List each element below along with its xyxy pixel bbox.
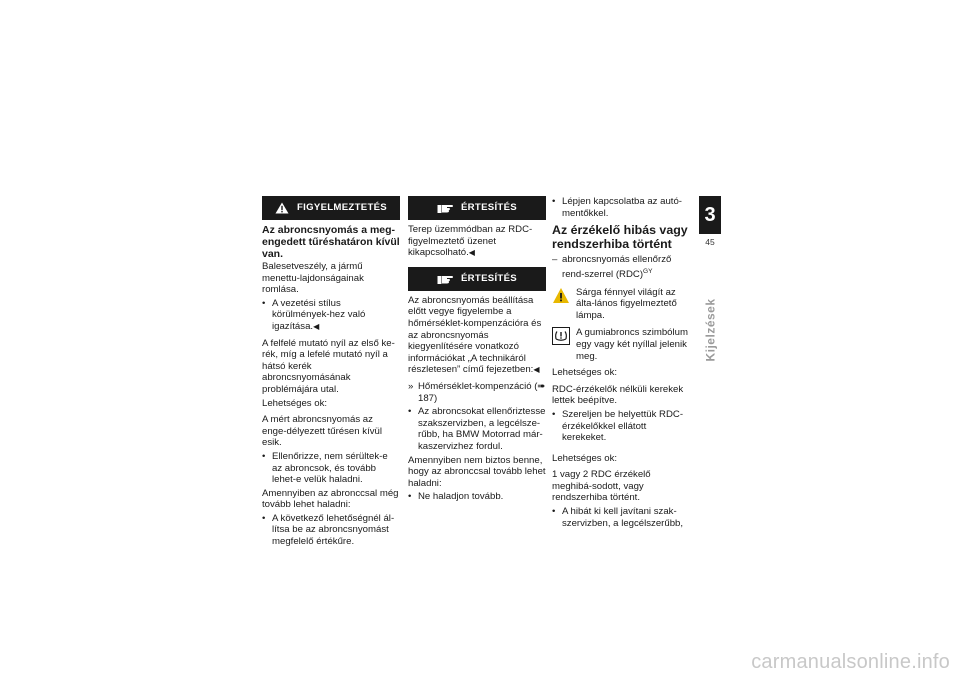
end-marker: ◀ (468, 248, 475, 258)
paragraph: Lehetséges ok: (262, 397, 328, 409)
column-2 (408, 196, 546, 505)
warning-banner (262, 196, 400, 220)
paragraph: RDC-érzékelők nélküli kerekek lettek beépítve. (552, 383, 684, 407)
paragraph: Az abroncsnyomás beállítása előtt vegye figyelembe a hőmérséklet-kompenzációra és az abroncsnyomás kiegyenlítésére vonatkozó információkat „A technikáról részletesen” című fejezetben:◀ (408, 294, 542, 376)
paragraph: A felfelé mutató nyíl az első ke-rék, míg a lefelé mutató nyíl a hátsó kerék abroncsnyomásának problémájára utal. (262, 337, 395, 395)
notice-banner (408, 267, 546, 291)
chapter-tab: 3 (699, 196, 721, 234)
bullet-item: • A vezetési stílus körülmények-hez való igazítása.◀ (262, 298, 400, 333)
reference-item (408, 381, 546, 404)
general-warning-lamp-row (552, 287, 690, 322)
bullet-item: • Lépjen kapcsolatba az autó-mentőkkel. (552, 196, 690, 219)
column-1 (262, 196, 400, 550)
paragraph: Balesetveszély, a jármű menettu-lajdonságainak romlása. (262, 261, 364, 296)
paragraph: Amennyiben az abronccsal még tovább lehet haladni: (262, 487, 399, 511)
paragraph: 1 vagy 2 RDC érzékelő meghibá-sodott, vagy rendszerhiba történt. (552, 469, 651, 504)
tire-pressure-icon (552, 327, 570, 345)
end-marker: ◀ (313, 321, 320, 331)
warning-lamp-icon (552, 287, 570, 305)
bullet-item: • Az abroncsokat ellenőriztesse szakszervizben, a legcélsze-rűbb, ha BMW Motorrad már-kaszervizhez fordul. (408, 406, 546, 452)
section-heading: Az érzékelő hibás vagy rendszerhiba történt (552, 223, 688, 251)
tire-symbol-row (552, 327, 690, 362)
dash-item: – abroncsnyomás ellenőrző rend-szerrel (RDC)$^{GY}$ (552, 254, 672, 280)
warning-banner-label: FIGYELMEZTETÉS (296, 202, 387, 214)
page-number: 45 (705, 237, 715, 247)
notice-banner-label: ÉRTESÍTÉS (460, 272, 517, 284)
bullet-item: • A hibát ki kell javítani szak-szervizben, a legcélszerűbb, (552, 506, 690, 529)
bullet-item: • Ellenőrizze, nem sérültek-e az abroncsok, és tovább lehet-e velük haladni. (262, 451, 400, 486)
warning-triangle-icon (275, 202, 289, 214)
reference-link[interactable]: Hőmérséklet-kompenzáció (➠ 187) (418, 380, 546, 404)
chapter-side-label: Kijelzések (704, 298, 719, 362)
bullet-item: • Szereljen be helyettük RDC-érzékelőkkel ellátott kerekeket. (552, 409, 690, 444)
paragraph: Amennyiben nem biztos benne, hogy az abronccsal tovább lehet haladni: (408, 454, 546, 489)
tire-symbol-description: A gumiabroncs szimbólum egy vagy két nyíllal jelenik meg. (576, 327, 688, 362)
warning-headline: Az abroncsnyomás a meg-engedett tűréshatáron kívül van. (262, 224, 400, 260)
notice-banner (408, 196, 546, 220)
column-3 (552, 196, 690, 531)
bullet-item: • A következő lehetőségnél ál-lítsa be az abroncsnyomást megfelelő értékűre. (262, 513, 400, 548)
end-marker: ◀ (533, 365, 540, 375)
watermark: carmanualsonline.info (751, 651, 950, 673)
pointing-hand-icon (437, 202, 453, 214)
reference-marker: » (408, 380, 414, 392)
footnote-marker: GY (643, 267, 653, 275)
notice-banner-label: ÉRTESÍTÉS (460, 202, 517, 214)
paragraph: Terep üzemmódban az RDC-figyelmeztető üzenet kikapcsolható.◀ (408, 224, 533, 259)
pointing-hand-icon (437, 273, 453, 285)
paragraph: Lehetséges ok: (552, 367, 618, 379)
dash-marker: – (552, 254, 558, 266)
bullet-item: • Ne haladjon tovább. (408, 491, 546, 503)
paragraph: A mért abroncsnyomás az enge-délyezett tűrésen kívül esik. (262, 414, 382, 449)
lamp-description: Sárga fénnyel világít az álta-lános figyelmeztető lámpa. (576, 286, 677, 321)
paragraph: Lehetséges ok: (552, 452, 618, 464)
